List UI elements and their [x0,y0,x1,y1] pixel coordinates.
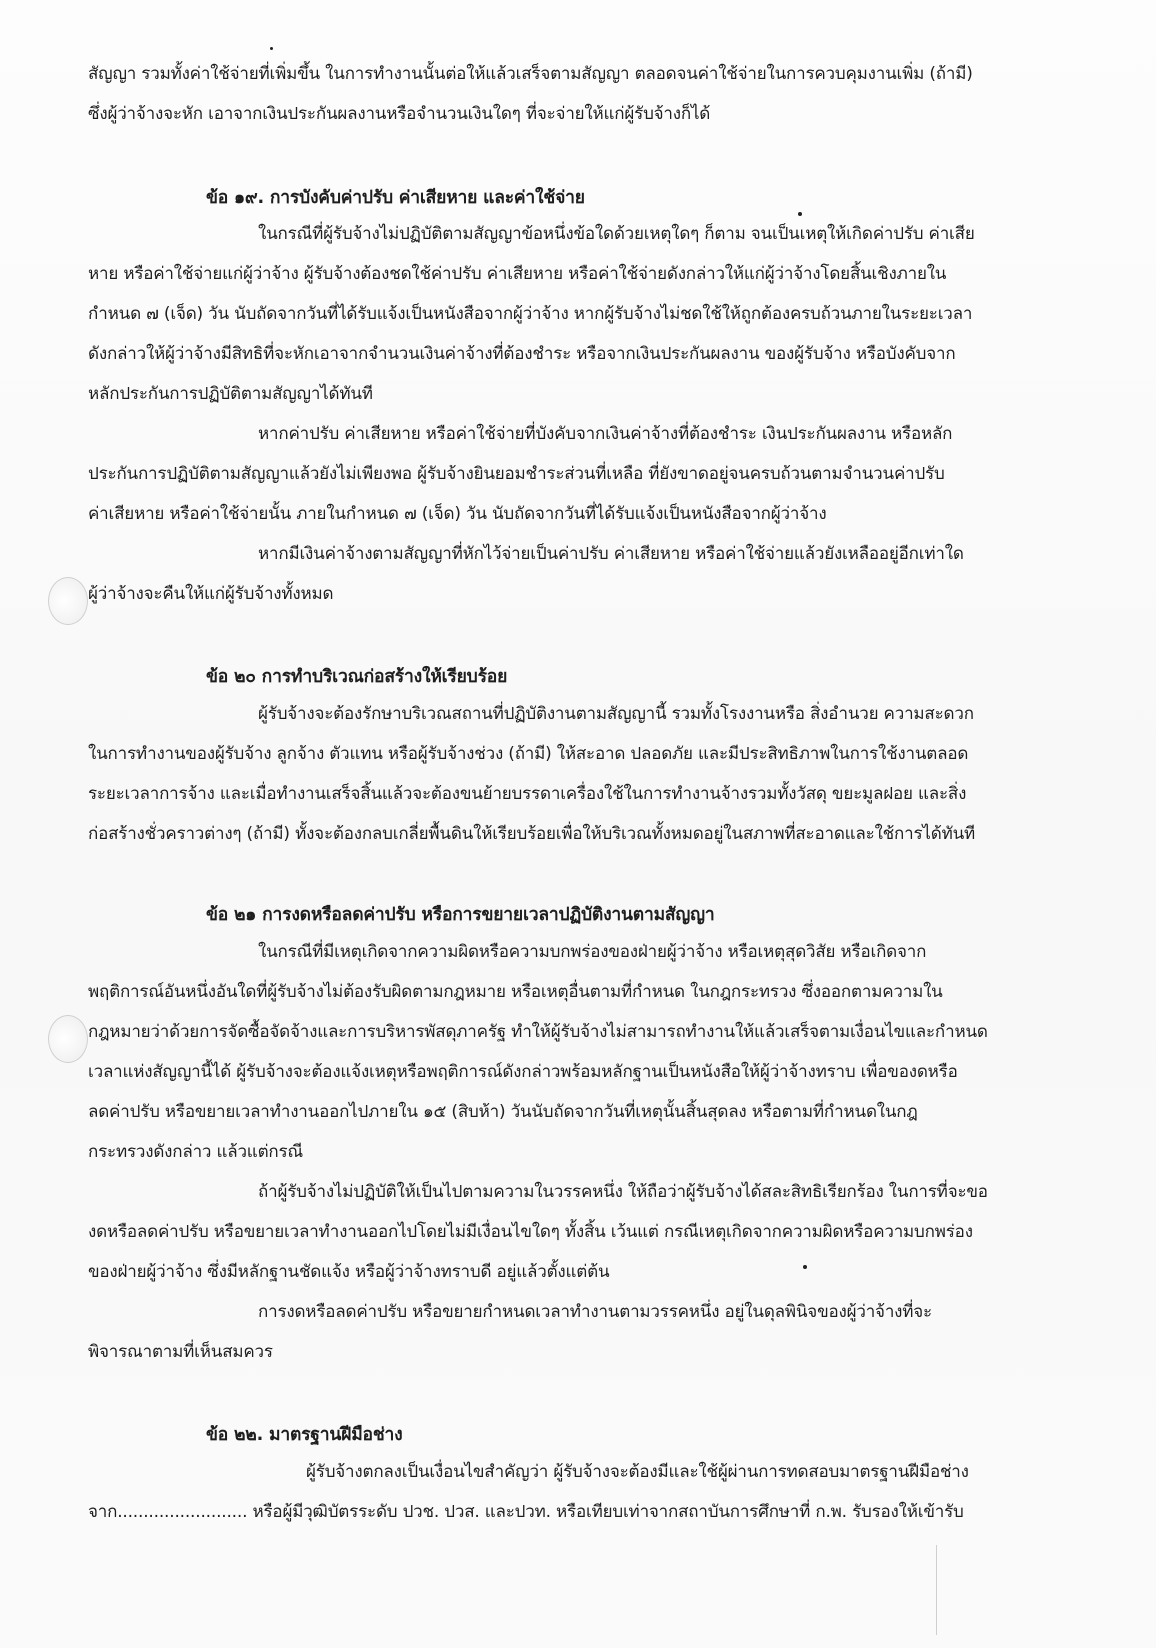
clause-21-line: การงดหรือลดค่าปรับ หรือขยายกำหนดเวลาทำงานตามวรรคหนึ่ง อยู่ในดุลพินิจของผู้ว่าจ้างที่จะ [258,1302,932,1322]
clause-20-heading: ข้อ ๒๐ การทำบริเวณก่อสร้างให้เรียบร้อย [206,667,508,687]
clause-21-line: กระทรวงดังกล่าว แล้วแต่กรณี [88,1142,303,1162]
clause-22-heading: ข้อ ๒๒. มาตรฐานฝีมือช่าง [206,1425,403,1445]
clause-19-heading: ข้อ ๑๙. การบังคับค่าปรับ ค่าเสียหาย และค่าใช้จ่าย [206,188,585,208]
punch-hole-lower [48,1015,88,1063]
clause-22-line: ผู้รับจ้างตกลงเป็นเงื่อนไขสำคัญว่า ผู้รับจ้างจะต้องมีและใช้ผู้ผ่านการทดสอบมาตรฐานฝีมือช่าง [306,1462,969,1482]
clause-20-line: ก่อสร้างชั่วคราวต่างๆ (ถ้ามี) ทั้งจะต้องกลบเกลี่ยพื้นดินให้เรียบร้อยเพื่อให้บริเวณทั้งหมดอยู่ในสภาพที่สะอาดและใช้การได้ทันที [88,824,976,844]
clause-20-line: ผู้รับจ้างจะต้องรักษาบริเวณสถานที่ปฏิบัติงานตามสัญญานี้ รวมทั้งโรงงานหรือ สิ่งอำนวย ความสะดวก [258,704,974,724]
clause-19-line: ประกันการปฏิบัติตามสัญญาแล้วยังไม่เพียงพอ ผู้รับจ้างยินยอมชำระส่วนที่เหลือ ที่ยังขาดอยู่จนครบถ้วนตามจำนวนค่าปรับ [88,464,945,484]
clause-21-line: กฎหมายว่าด้วยการจัดซื้อจัดจ้างและการบริหารพัสดุภาครัฐ ทำให้ผู้รับจ้างไม่สามารถทำงานให้แล้วเสร็จตามเงื่อนไขและกำหนด [88,1022,988,1042]
clause-19-line: หากค่าปรับ ค่าเสียหาย หรือค่าใช้จ่ายที่บังคับจากเงินค่าจ้างที่ต้องชำระ เงินประกันผลงาน หรือหลัก [258,424,953,444]
clause-21-heading: ข้อ ๒๑ การงดหรือลดค่าปรับ หรือการขยายเวลาปฏิบัติงานตามสัญญา [206,905,715,925]
clause-21-line: ถ้าผู้รับจ้างไม่ปฏิบัติให้เป็นไปตามความในวรรคหนึ่ง ให้ถือว่าผู้รับจ้างได้สละสิทธิเรียกร้อง ในการที่จะขอ [258,1182,988,1202]
clause-21-line: พฤติการณ์อันหนึ่งอันใดที่ผู้รับจ้างไม่ต้องรับผิดตามกฎหมาย หรือเหตุอื่นตามที่กำหนด ในกฎกระทรวง ซึ่งออกตามความใน [88,982,943,1002]
ink-speck [803,1265,807,1269]
clause-19-line: ในกรณีที่ผู้รับจ้างไม่ปฏิบัติตามสัญญาข้อหนึ่งข้อใดด้วยเหตุใดๆ ก็ตาม จนเป็นเหตุให้เกิดค่าปรับ ค่าเสีย [258,224,975,244]
ink-speck [798,212,802,216]
intro-line: ซึ่งผู้ว่าจ้างจะหัก เอาจากเงินประกันผลงานหรือจำนวนเงินใดๆ ที่จะจ่ายให้แก่ผู้รับจ้างก็ได้ [88,104,711,124]
ink-speck [270,47,273,50]
clause-19-line: กำหนด ๗ (เจ็ด) วัน นับถัดจากวันที่ได้รับแจ้งเป็นหนังสือจากผู้ว่าจ้าง หากผู้รับจ้างไม่ชดใช้ให้ถูกต้องครบถ้วนภายในระยะเวลา [88,304,973,324]
clause-21-line: ในกรณีที่มีเหตุเกิดจากความผิดหรือความบกพร่องของฝ่ายผู้ว่าจ้าง หรือเหตุสุดวิสัย หรือเกิดจาก [258,942,927,962]
clause-21-line: พิจารณาตามที่เห็นสมควร [88,1342,273,1362]
clause-20-line: ระยะเวลาการจ้าง และเมื่อทำงานเสร็จสิ้นแล้วจะต้องขนย้ายบรรดาเครื่องใช้ในการทำงานจ้างรวมทั้งวัสดุ ขยะมูลฝอย และสิ่ง [88,784,967,804]
punch-hole-upper [48,577,88,625]
clause-19-line: หาย หรือค่าใช้จ่ายแก่ผู้ว่าจ้าง ผู้รับจ้างต้องชดใช้ค่าปรับ ค่าเสียหาย หรือค่าใช้จ่ายดังกล่าวให้แก่ผู้ว่าจ้างโดยสิ้นเชิงภายใน [88,264,947,284]
scan-edge-line [936,1545,937,1635]
intro-line: สัญญา รวมทั้งค่าใช้จ่ายที่เพิ่มขึ้น ในการทำงานนั้นต่อให้แล้วเสร็จตามสัญญา ตลอดจนค่าใช้จ่ายในการควบคุมงานเพิ่ม (ถ้ามี) [88,64,973,84]
clause-19-line: ผู้ว่าจ้างจะคืนให้แก่ผู้รับจ้างทั้งหมด [88,584,334,604]
clause-21-line: เวลาแห่งสัญญานี้ได้ ผู้รับจ้างจะต้องแจ้งเหตุหรือพฤติการณ์ดังกล่าวพร้อมหลักฐานเป็นหนังสือให้ผู้ว่าจ้างทราบ เพื่อของดหรือ [88,1062,958,1082]
clause-22-line: จาก......................... หรือผู้มีวุฒิบัตรระดับ ปวช. ปวส. และปวท. หรือเทียบเท่าจากสถาบันการศึกษาที่ ก.พ. รับรองให้เข้ารับ [88,1502,964,1522]
clause-19-line: หากมีเงินค่าจ้างตามสัญญาที่หักไว้จ่ายเป็นค่าปรับ ค่าเสียหาย หรือค่าใช้จ่ายแล้วยังเหลืออยู่อีกเท่าใด [258,544,964,564]
clause-20-line: ในการทำงานของผู้รับจ้าง ลูกจ้าง ตัวแทน หรือผู้รับจ้างช่วง (ถ้ามี) ให้สะอาด ปลอดภัย และมีประสิทธิภาพในการใช้งานตลอด [88,744,969,764]
clause-21-line: ของฝ่ายผู้ว่าจ้าง ซึ่งมีหลักฐานชัดแจ้ง หรือผู้ว่าจ้างทราบดี อยู่แล้วตั้งแต่ต้น [88,1262,610,1282]
clause-19-line: ค่าเสียหาย หรือค่าใช้จ่ายนั้น ภายในกำหนด ๗ (เจ็ด) วัน นับถัดจากวันที่ได้รับแจ้งเป็นหนังสือจากผู้ว่าจ้าง [88,504,827,524]
clause-21-line: ลดค่าปรับ หรือขยายเวลาทำงานออกไปภายใน ๑๕ (สิบห้า) วันนับถัดจากวันที่เหตุนั้นสิ้นสุดลง หรือตามที่กำหนดในกฎ [88,1102,918,1122]
clause-19-line: หลักประกันการปฏิบัติตามสัญญาได้ทันที [88,384,373,404]
clause-21-line: งดหรือลดค่าปรับ หรือขยายเวลาทำงานออกไปโดยไม่มีเงื่อนไขใดๆ ทั้งสิ้น เว้นแต่ กรณีเหตุเกิดจากความผิดหรือความบกพร่อง [88,1222,973,1242]
clause-19-line: ดังกล่าวให้ผู้ว่าจ้างมีสิทธิที่จะหักเอาจากจำนวนเงินค่าจ้างที่ต้องชำระ หรือจากเงินประกันผลงาน ของผู้รับจ้าง หรือบังคับจาก [88,344,956,364]
